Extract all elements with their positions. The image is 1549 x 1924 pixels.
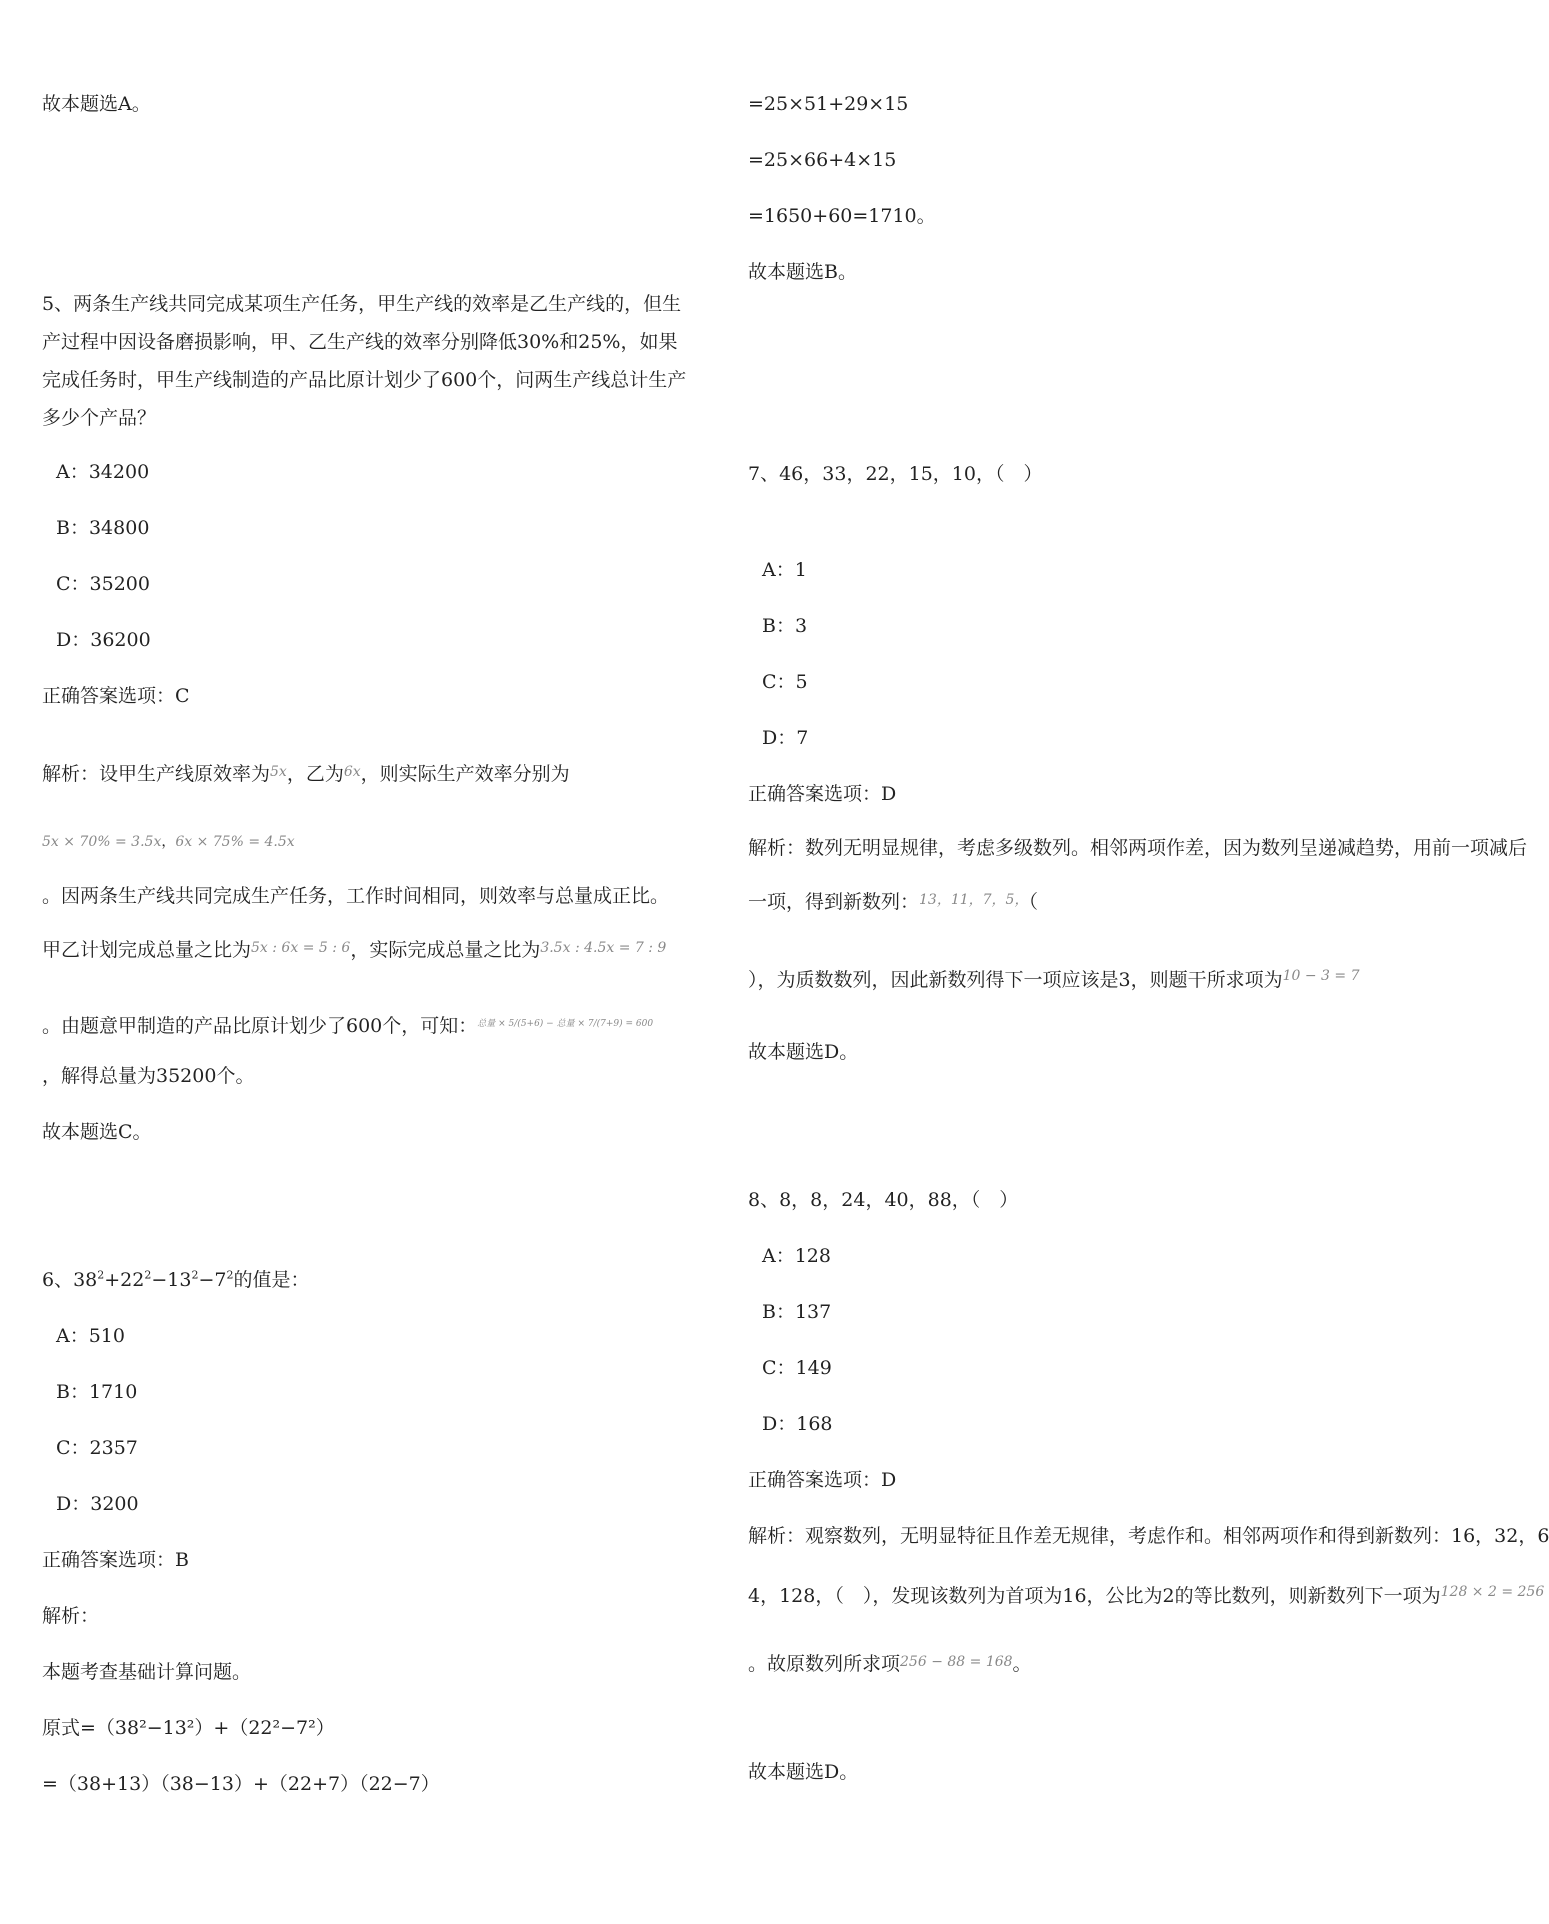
q7-analysis-text: 一项，得到新数列： [748,891,920,913]
q7-analysis-text: ），为质数数列，因此新数列得下一项应该是3，则题干所求项为 [748,969,1283,991]
q5-analysis-text: 。由题意甲制造的产品比原计划少了600个，可知： [42,1015,478,1037]
q5-option-a: A：34200 [56,461,150,483]
q8-math-next-term: 128 × 2 = 256 [1440,1584,1545,1600]
q5-math-ratio-plan: 5x : 6x = 5 : 6 [251,940,351,956]
q6-stem-part: −7 [198,1269,227,1291]
q5-stem-line: 5、两条生产线共同完成某项生产任务，甲生产线的效率是乙生产线的，但生 [42,293,682,315]
q7-analysis-text: （ [1028,891,1038,913]
exponent: 2 [191,1268,199,1282]
q5-analysis-text: ，实际完成总量之比为 [350,939,541,961]
q5-math-rates [42,828,295,854]
q5-math-rate-b: 6x × 75% = 4.5x [175,834,295,850]
q6-stem-part: 的值是： [233,1269,310,1291]
q8-analysis-line [748,1580,1544,1608]
q6-stem-part: −13 [151,1269,192,1291]
exponent: 2 [226,1268,234,1282]
q5-analysis-line: ，解得总量为35200个。 [42,1065,255,1087]
q7-math-sequence: 13，11，7，5， [919,892,1029,908]
q5-stem-line: 完成任务时，甲生产线制造的产品比原计划少了600个，问两生产线总计生产 [42,369,687,391]
q8-analysis-text: 。 [1012,1653,1032,1675]
q5-analysis-line [42,1012,653,1038]
q8-stem: 8、8，8，24，40，88，（ ） [748,1189,1019,1211]
q5-analysis-line [42,936,666,962]
q5-option-b: B：34800 [56,517,150,539]
q7-option-c: C：5 [762,671,808,693]
q7-analysis-line [748,964,1359,992]
q5-math-5x: 5x [270,764,287,780]
q7-conclusion: 故本题选D。 [748,1041,859,1063]
q6-calc-line: =1650+60=1710。 [748,205,936,227]
q5-option-c: C：35200 [56,573,150,595]
q8-answer: 正确答案选项：D [748,1469,897,1491]
q7-option-a: A：1 [762,559,807,581]
q7-analysis-line [748,888,1038,914]
exponent: 2 [144,1268,152,1282]
q6-option-b: B：1710 [56,1381,138,1403]
q6-analysis-line: 本题考查基础计算问题。 [42,1661,252,1683]
q8-option-b: B：137 [762,1301,832,1323]
q6-conclusion: 故本题选B。 [748,261,857,283]
q6-stem-part: +22 [104,1269,145,1291]
q6-calc-line: =（38+13）（38−13）+（22+7）（22−7） [42,1773,440,1795]
q5-analysis-line: 。因两条生产线共同完成生产任务，工作时间相同，则效率与总量成正比。 [42,885,670,907]
q5-stem-line: 产过程中因设备磨损影响，甲、乙生产线的效率分别降低30%和25%，如果 [42,331,678,353]
q8-option-d: D：168 [762,1413,833,1435]
q7-analysis-line: 解析：数列无明显规律，考虑多级数列。相邻两项作差，因为数列呈递减趋势，用前一项减后 [748,837,1528,859]
q7-math-result: 10 − 3 = 7 [1282,968,1360,984]
q5-math-6x: 6x [343,764,361,780]
q5-answer: 正确答案选项：C [42,685,190,707]
q8-analysis-line [748,1650,1032,1676]
q8-analysis-line: 解析：观察数列，无明显特征且作差无规律，考虑作和。相邻两项作和得到新数列：16，32，6 [748,1525,1549,1547]
q8-option-a: A：128 [762,1245,831,1267]
q6-answer: 正确答案选项：B [42,1549,189,1571]
q6-stem [42,1268,310,1292]
q5-analysis-text: ，则实际生产效率分别为 [360,763,570,785]
q5-option-d: D：36200 [56,629,151,651]
q8-math-final: 256 − 88 = 168 [900,1654,1013,1670]
q5-analysis-text: 甲乙计划完成总量之比为 [42,939,252,961]
q7-stem: 7、46，33，22，15，10，（ ） [748,463,1043,485]
q6-stem-part: 6、38 [42,1269,98,1291]
q6-option-c: C：2357 [56,1437,138,1459]
q6-analysis-label: 解析： [42,1605,100,1627]
q5-math-sep: ， [161,834,176,850]
q5-analysis-text: ，乙为 [286,763,344,785]
q5-math-equation: 总量 × 5/(5+6) − 总量 × 7/(7+9) = 600 [477,1019,654,1029]
q8-analysis-text: 。故原数列所求项 [748,1653,901,1675]
q6-calc-line: =25×51+29×15 [748,93,909,115]
q6-calc-line: 原式=（38²−13²）+（22²−7²） [42,1717,335,1739]
q5-math-ratio-actual: 3.5x : 4.5x = 7 : 9 [540,940,667,956]
q7-answer: 正确答案选项：D [748,783,897,805]
q7-option-b: B：3 [762,615,808,637]
q8-option-c: C：149 [762,1357,832,1379]
q6-option-d: D：3200 [56,1493,139,1515]
q8-analysis-text: 4，128，（ ），发现该数列为首项为16，公比为2的等比数列，则新数列下一项为 [748,1585,1441,1607]
q5-analysis-text: 解析：设甲生产线原效率为 [42,763,271,785]
q8-conclusion: 故本题选D。 [748,1761,859,1783]
q5-stem-line: 多少个产品？ [42,407,157,429]
exponent: 2 [97,1268,105,1282]
q5-math-rate-a: 5x × 70% = 3.5x [42,834,162,850]
q5-analysis-line [42,760,570,786]
q4-conclusion: 故本题选A。 [42,93,151,115]
q5-conclusion: 故本题选C。 [42,1121,152,1143]
q7-option-d: D：7 [762,727,809,749]
q6-option-a: A：510 [56,1325,125,1347]
q6-calc-line: =25×66+4×15 [748,149,897,171]
